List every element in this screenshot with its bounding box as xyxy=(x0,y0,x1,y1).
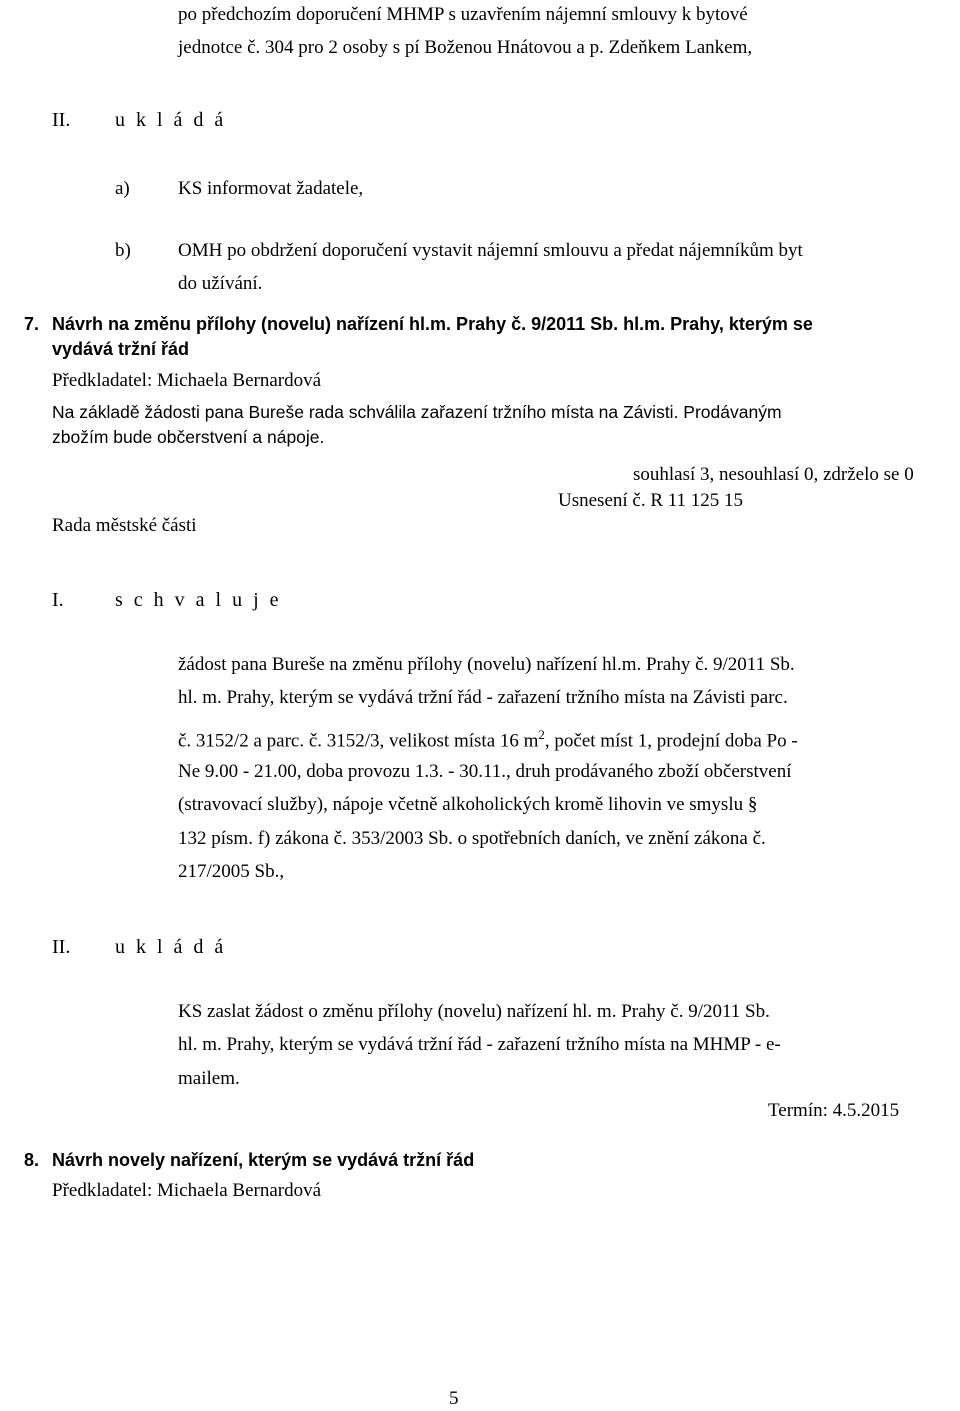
description: Na základě žádosti pana Bureše rada schválila zařazení tržního místa na Závisti. Prodávaným xyxy=(52,402,782,422)
deadline: Termín: 4.5.2015 xyxy=(768,1100,900,1121)
task-text: mailem. xyxy=(178,1068,240,1089)
section-numeral: II. xyxy=(52,936,71,958)
list-item-text: KS informovat žadatele, xyxy=(178,178,364,199)
approval-text: 132 písm. f) zákona č. 353/2003 Sb. o spotřebních daních, ve znění zákona č. xyxy=(178,828,766,849)
approval-text: hl. m. Prahy, kterým se vydává tržní řád - zařazení tržního místa na Závisti parc. xyxy=(178,687,788,708)
approval-text: žádost pana Bureše na změnu přílohy (novelu) nařízení hl.m. Prahy č. 9/2011 Sb. xyxy=(178,654,795,675)
section-title: Návrh na změnu přílohy (novelu) nařízení hl.m. Prahy č. 9/2011 Sb. hl.m. Prahy, kterým se xyxy=(52,314,813,334)
section-number: 7. xyxy=(24,314,40,334)
section-verb: s c h v a l u j e xyxy=(115,589,282,611)
approval-text: (stravovací služby), nápoje včetně alkoholických kromě lihovin ve smyslu § xyxy=(178,794,758,815)
presenter: Předkladatel: Michaela Bernardová xyxy=(52,1180,322,1201)
description: zbožím bude občerstvení a nápoje. xyxy=(52,427,325,447)
section-numeral: I. xyxy=(52,589,64,611)
resolution-number: Usnesení č. R 11 125 15 xyxy=(558,490,744,511)
section-number: 8. xyxy=(24,1150,40,1170)
list-item-label: a) xyxy=(115,178,130,199)
council-name: Rada městské části xyxy=(52,515,197,536)
task-text: hl. m. Prahy, kterým se vydává tržní řád - zařazení tržního místa na MHMP - e- xyxy=(178,1034,781,1055)
intro-line-1: po předchozím doporučení MHMP s uzavřením nájemní smlouvy k bytové xyxy=(178,4,748,25)
section-verb: u k l á d á xyxy=(115,109,227,131)
approval-text: 217/2005 Sb., xyxy=(178,861,285,882)
list-item-text: do užívání. xyxy=(178,273,263,294)
section-title: Návrh novely nařízení, kterým se vydává tržní řád xyxy=(52,1150,475,1170)
list-item-text: OMH po obdržení doporučení vystavit nájemní smlouvu a předat nájemníkům byt xyxy=(178,240,803,261)
section-title: vydává tržní řád xyxy=(52,339,190,359)
intro-line-2: jednotce č. 304 pro 2 osoby s pí Boženou Hnátovou a p. Zdeňkem Lankem, xyxy=(178,37,753,58)
approval-text: č. 3152/2 a parc. č. 3152/3, velikost místa 16 $m^2$, počet míst 1, prodejní doba Po - xyxy=(178,727,798,752)
presenter: Předkladatel: Michaela Bernardová xyxy=(52,370,322,391)
list-item-label: b) xyxy=(115,240,131,261)
approval-text: Ne 9.00 - 21.00, doba provozu 1.3. - 30.11., druh prodávaného zboží občerstvení xyxy=(178,761,792,782)
vote-result: souhlasí 3, nesouhlasí 0, zdrželo se 0 xyxy=(633,464,914,485)
page-number: 5 xyxy=(449,1388,459,1409)
task-text: KS zaslat žádost o změnu přílohy (novelu) nařízení hl. m. Prahy č. 9/2011 Sb. xyxy=(178,1001,770,1022)
section-numeral: II. xyxy=(52,109,71,131)
section-verb: u k l á d á xyxy=(115,936,227,958)
